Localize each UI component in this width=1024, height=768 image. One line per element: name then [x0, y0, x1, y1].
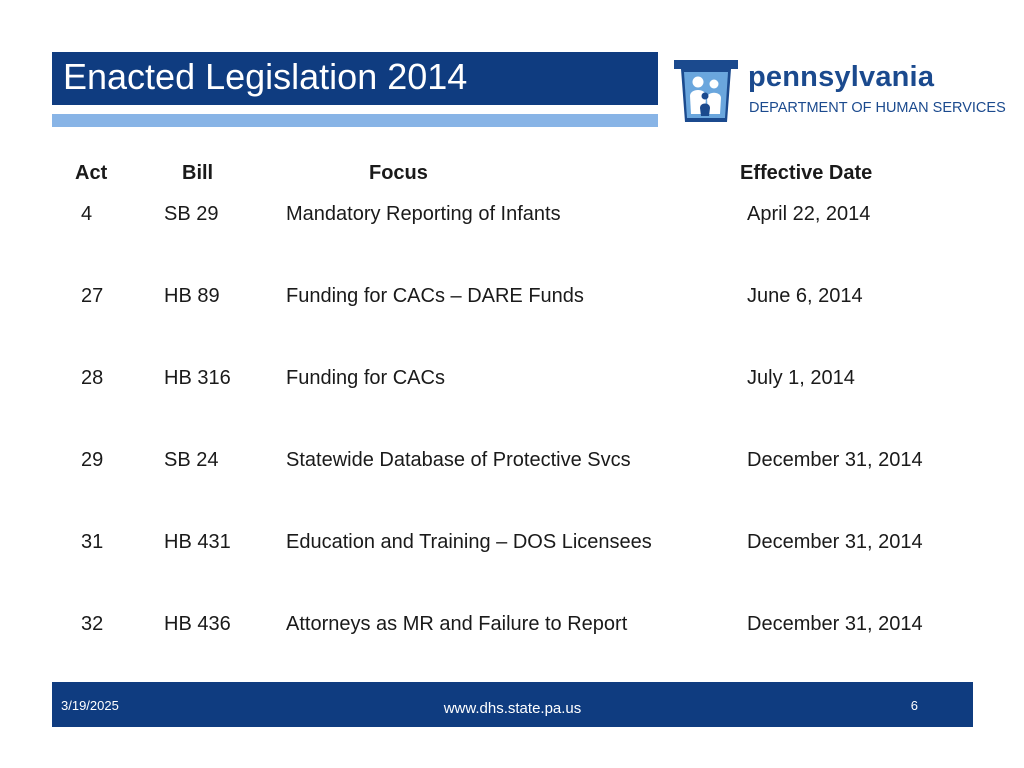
row-bill: HB 89	[164, 285, 220, 307]
row-focus: Funding for CACs – DARE Funds	[286, 285, 584, 307]
row-focus: Attorneys as MR and Failure to Report	[286, 613, 628, 635]
row-bill: SB 24	[164, 449, 219, 471]
row-focus: Education and Training – DOS Licensees	[286, 531, 652, 553]
row-focus: Statewide Database of Protective Svcs	[286, 449, 631, 471]
row-act: 27	[81, 285, 104, 307]
pa-dhs-logo	[670, 56, 1010, 128]
title-underline	[52, 114, 658, 127]
row-act: 4	[81, 203, 93, 225]
row-bill: HB 436	[164, 613, 231, 635]
footer-date: 3/19/2025	[61, 698, 119, 713]
title-bar	[52, 52, 658, 105]
row-effective-date: June 6, 2014	[747, 285, 863, 307]
logo-department: DEPARTMENT OF HUMAN SERVICES	[749, 100, 1006, 116]
row-bill: SB 29	[164, 203, 219, 225]
row-effective-date: July 1, 2014	[747, 367, 855, 389]
row-effective-date: December 31, 2014	[747, 531, 923, 553]
row-act: 31	[81, 531, 104, 553]
row-bill: HB 431	[164, 531, 231, 553]
row-effective-date: December 31, 2014	[747, 449, 923, 471]
header-act: Act	[75, 162, 108, 184]
row-focus: Funding for CACs	[286, 367, 445, 389]
row-bill: HB 316	[164, 367, 231, 389]
header-effective-date: Effective Date	[740, 162, 873, 184]
row-effective-date: April 22, 2014	[747, 203, 871, 225]
row-focus: Mandatory Reporting of Infants	[286, 203, 561, 225]
header-bill: Bill	[182, 162, 214, 184]
header-focus: Focus	[369, 162, 428, 184]
row-act: 29	[81, 449, 104, 471]
keystone-family-icon	[670, 56, 742, 126]
slide-title: Enacted Legislation 2014	[63, 56, 468, 97]
row-act: 28	[81, 367, 104, 389]
row-act: 32	[81, 613, 104, 635]
footer-bar	[52, 682, 973, 727]
footer-url[interactable]: www.dhs.state.pa.us	[443, 700, 582, 717]
logo-name: pennsylvania	[748, 61, 935, 93]
row-effective-date: December 31, 2014	[747, 613, 923, 635]
page-number: 6	[910, 698, 918, 713]
